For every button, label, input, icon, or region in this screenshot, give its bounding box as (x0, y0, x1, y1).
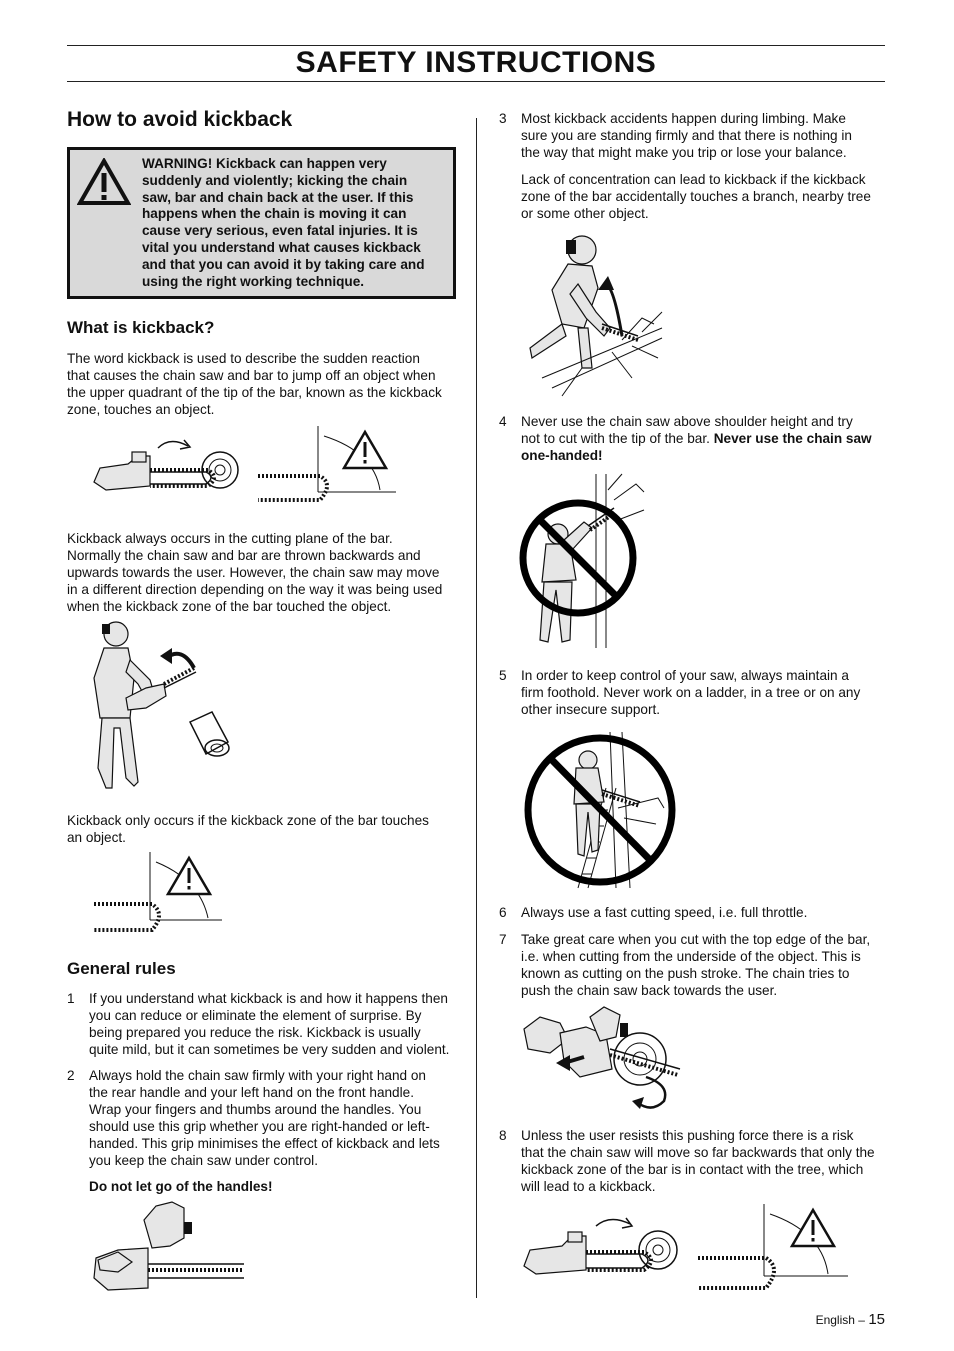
text-line: firm foothold. Never work on a ladder, in a tree or on any (521, 685, 861, 700)
text-line: the way that might make you trip or lose your balance. (521, 145, 847, 160)
text-line (521, 430, 872, 447)
illustration-no-overhead-cutting (518, 470, 658, 650)
text-line: push the chain saw back towards the user. (521, 983, 778, 998)
prohibition-sign-icon (528, 738, 672, 882)
rule-number: 5 (499, 668, 507, 683)
text-line: you can reduce or eliminate the element of surprise. By (89, 1008, 422, 1023)
rule-text (521, 110, 852, 161)
text-line: should use this grip whether you are right-handed or left- (89, 1119, 430, 1134)
warning-line: vital you understand what causes kickback (142, 239, 421, 255)
rule-number: 7 (499, 932, 507, 947)
warning-line: saw, bar and chain back at the user. If this (142, 189, 414, 205)
text-line: Never use the chain saw above shoulder height and try (521, 414, 853, 429)
text-line: other insecure support. (521, 702, 661, 717)
warning-line: WARNING! Kickback can happen very (142, 156, 387, 171)
text-line: Always hold the chain saw firmly with your right hand on (89, 1068, 426, 1083)
text-line: Wrap your fingers and thumbs around the handles. You (89, 1102, 422, 1117)
text-line: kickback zone of the bar is in contact with the tree, which (521, 1162, 864, 1177)
illustration-kickback-zone-repeat (518, 1202, 852, 1304)
warning-line: suddenly and violently; kicking the chain (142, 172, 408, 188)
footer-dash: – (858, 1313, 865, 1327)
page-number: 15 (868, 1311, 885, 1328)
warning-triangle-icon (77, 158, 131, 206)
text-line: quite mild, but it can sometimes be very sudden and violent. (89, 1042, 450, 1057)
rule-text (521, 413, 872, 464)
illustration-limbing (522, 228, 664, 400)
rule-text (521, 904, 807, 921)
text-line: Unless the user resists this pushing force there is a risk (521, 1128, 854, 1143)
text-line: i.e. when cutting from the underside of the object. This is (521, 949, 861, 964)
text-line: will lead to a kickback. (521, 1179, 656, 1194)
warning-line: using the right working technique. (142, 273, 365, 289)
rule-number: 8 (499, 1128, 507, 1143)
illustration-kickback-zone (88, 422, 400, 504)
paragraph-kickback-zone-only (67, 812, 459, 846)
text-line: The word kickback is used to describe the sudden reaction (67, 351, 420, 366)
text-line: when the kickback zone of the bar touched the object. (67, 599, 392, 614)
header-bottom-rule (67, 81, 885, 82)
illustration-kickback-zone-bar (90, 850, 224, 938)
text-line: upwards towards the user. However, the chain saw may move (67, 565, 440, 580)
text-line: In order to keep control of your saw, always maintain a (521, 668, 849, 683)
text-line: in a different direction depending on the way it was being used (67, 582, 443, 597)
section-heading-avoid-kickback: How to avoid kickback (67, 108, 293, 131)
text-line: Lack of concentration can lead to kickback if the kickback (521, 172, 866, 187)
text-line: the rear handle and your left hand on the front handle. (89, 1085, 414, 1100)
text-line: sure you are standing firmly and that there is nothing in (521, 128, 852, 143)
prohibition-sign-icon (523, 503, 633, 613)
warning-line: happens when the chain is moving it can (142, 206, 407, 222)
paragraph-cutting-plane (67, 530, 459, 615)
text-line: Most kickback accidents happen during limbing. Make (521, 111, 846, 126)
paragraph-kickback-definition (67, 350, 457, 418)
text-line: an object. (67, 830, 126, 845)
text-line: zone, touches an object. (67, 402, 215, 417)
rule-number: 1 (67, 991, 75, 1006)
rule-text (521, 171, 871, 222)
warning-line: and that you can avoid it by taking care and (142, 256, 425, 272)
chainsaw-illustration (94, 440, 214, 490)
rule-number: 3 (499, 111, 507, 126)
log-illustration (190, 712, 229, 756)
warning-line: cause very serious, even fatal injuries. It is (142, 223, 418, 239)
text-line: or some other object. (521, 206, 649, 221)
text-line: the upper quadrant of the tip of the bar, known as the kickback (67, 385, 442, 400)
rule-text (89, 990, 449, 1058)
log-end-illustration (639, 1231, 677, 1269)
chainsaw-illustration (524, 1218, 651, 1274)
illustration-push-stroke (520, 1005, 690, 1113)
kickback-zone-diagram (258, 426, 396, 500)
rule-number: 4 (499, 414, 507, 429)
subheading-general-rules: General rules (67, 959, 176, 978)
text-line: If you understand what kickback is and how it happens then (89, 991, 448, 1006)
text-span: not to cut with the tip of the bar. (521, 431, 714, 446)
text-line: you keep the chain saw under control. (89, 1153, 318, 1168)
rule-text (521, 667, 860, 718)
page-title: SAFETY INSTRUCTIONS (295, 46, 657, 79)
text-line: known as cutting on the push stroke. The chain tries to (521, 966, 850, 981)
warning-text (142, 156, 450, 290)
column-divider (476, 118, 477, 1298)
text-line: handed. This grip minimises the effect of kickback and lets (89, 1136, 440, 1151)
rule-text (521, 1127, 875, 1195)
rule-note-bold: Do not let go of the handles! (89, 1179, 273, 1194)
warning-box (67, 147, 456, 299)
text-line-bold: one-handed! (521, 448, 603, 463)
text-line: Normally the chain saw and bar are thrown backwards and (67, 548, 421, 563)
text-span-bold: Never use the chain saw (713, 431, 872, 446)
kickback-zone-diagram (698, 1204, 848, 1288)
text-line: being prepared you reduce the risk. Kickback is usually (89, 1025, 421, 1040)
text-line: Always use a fast cutting speed, i.e. full throttle. (521, 905, 808, 920)
rule-number: 6 (499, 905, 507, 920)
text-line: Take great care when you cut with the top edge of the bar, (521, 932, 871, 947)
rule-text (89, 1067, 440, 1195)
text-line: Kickback only occurs if the kickback zone of the bar touches (67, 813, 429, 828)
illustration-operator-kickback (86, 618, 236, 796)
illustration-no-ladder (518, 728, 682, 892)
text-line: that the chain saw will move so far backwards that only the (521, 1145, 875, 1160)
rule-text (521, 931, 870, 999)
page-footer (816, 1311, 885, 1328)
footer-language: English (815, 1313, 855, 1327)
text-line: that causes the chain saw and bar to jump off an object when (67, 368, 436, 383)
illustration-correct-grip (88, 1198, 248, 1296)
text-line: zone of the bar accidentally touches a branch, nearby tree (521, 189, 871, 204)
text-line: Kickback always occurs in the cutting plane of the bar. (67, 531, 393, 546)
tree-illustration (610, 732, 664, 888)
rule-number: 2 (67, 1068, 75, 1083)
subheading-what-is-kickback: What is kickback? (67, 318, 215, 337)
tree-illustration (596, 474, 644, 648)
